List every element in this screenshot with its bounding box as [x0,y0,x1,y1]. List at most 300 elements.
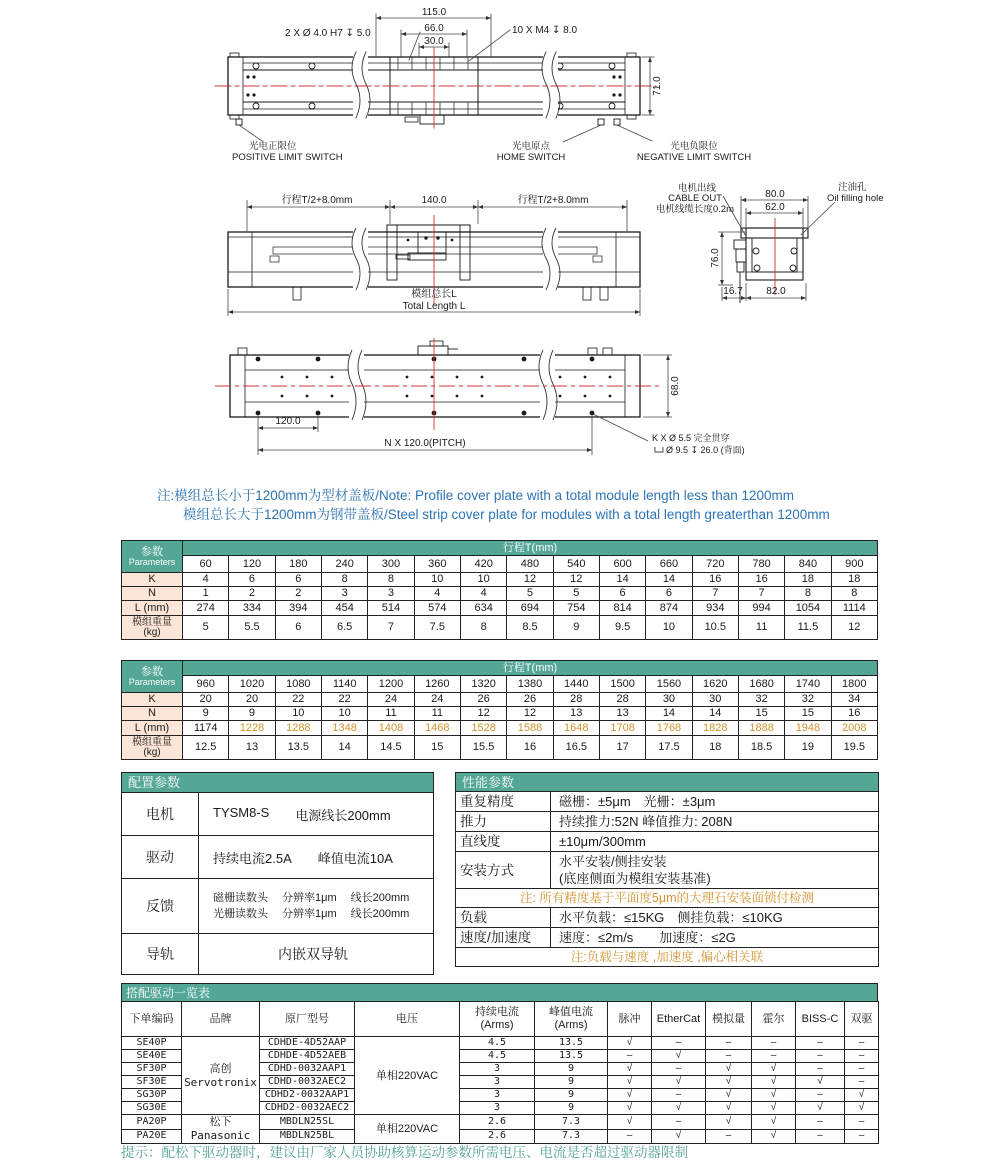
value-cell: 1648 [553,721,599,736]
config-row-content [199,836,434,879]
negative-limit-label-en: NEGATIVE LIMIT SWITCH [636,152,752,163]
value-cell: 32 [785,693,831,707]
flag-cell: √ [608,1037,652,1050]
value-cell: 5 [183,616,229,640]
table-row [122,736,878,760]
positive-limit-label-en: POSITIVE LIMIT SWITCH [232,152,343,163]
value-cell: 8 [460,616,506,640]
value-cell: 12 [831,616,877,640]
value-cell: 6 [229,573,275,587]
config-segment: 分辨率1μm [282,908,337,920]
flag-cell: √ [752,1102,796,1115]
config-row-label: 导轨 [122,934,199,975]
drive-col-header: EtherCat [652,1002,706,1037]
performance-row-content: 磁栅：±5μm 光栅：±3μm [551,792,879,812]
performance-row-label: 直线度 [456,832,551,852]
stroke-value-cell: 1380 [507,676,553,693]
flag-cell: √ [608,1089,652,1102]
config-row-label: 反馈 [122,879,199,934]
value-cell: 2 [229,587,275,601]
dim-115: 115.0 [421,7,447,18]
technical-drawings [0,0,1000,482]
config-row-content [199,934,434,975]
stroke-table [121,660,878,760]
continuous-current-cell: 3 [460,1076,535,1089]
value-cell: 1888 [738,721,784,736]
table-row [122,573,878,587]
flag-cell: – [608,1129,652,1144]
drive-col-header: 电压 [355,1002,460,1037]
value-cell: 12 [507,573,553,587]
order-code-cell: SE40E [122,1050,182,1063]
cross-section-drawing [656,181,884,303]
stroke-value-cell: 240 [321,556,367,573]
flag-cell: – [608,1050,652,1063]
cover-plate-note-line2: 模组总长大于1200mm为钢带盖板/Steel strip cover plate for modules with a total length greaterthan 1200mm [183,507,830,522]
drive-col-header: 双驱 [845,1002,879,1037]
table-row [122,616,878,640]
table-row [122,1115,879,1130]
flag-cell: √ [608,1115,652,1130]
flag-cell: – [845,1076,879,1089]
flag-cell: √ [752,1089,796,1102]
value-cell: 6 [646,587,692,601]
flag-cell: √ [796,1076,845,1089]
table-row [122,541,878,556]
value-cell: 8 [831,587,877,601]
value-cell: 9 [183,707,229,721]
stroke-value-cell: 1440 [553,676,599,693]
value-cell: 274 [183,601,229,616]
value-cell: 11 [368,707,414,721]
config-segment: TYSM8-S [213,804,270,820]
model-cell: MBDLN25SL [260,1115,355,1130]
peak-current-cell: 13.5 [535,1050,608,1063]
continuous-current-cell: 3 [460,1089,535,1102]
continuous-current-cell: 2.6 [460,1129,535,1144]
value-cell: 1288 [275,721,321,736]
performance-row-content: ±10μm/300mm [551,832,879,852]
value-cell: 1588 [507,721,553,736]
value-cell: 13.5 [275,736,321,760]
peak-current-cell: 7.3 [535,1115,608,1130]
performance-row-content: 速度：≤2m/s 加速度：≤2G [551,928,879,948]
voltage-cell: 单相220VAC [355,1037,460,1115]
value-cell: 16 [831,707,877,721]
stroke-value-cell: 600 [599,556,645,573]
value-cell: 3 [321,587,367,601]
flag-cell: – [845,1050,879,1063]
table-row [122,793,434,836]
config-parameters-table [121,772,434,975]
table-row [122,676,878,693]
table-row [122,587,878,601]
dim-16-7: 16.7 [723,286,743,297]
dim-68: 68.0 [670,376,681,396]
flag-cell: √ [796,1102,845,1115]
performance-row-label: 速度/加速度 [456,928,551,948]
model-cell: CDHDE-4D52AAP [260,1037,355,1050]
side-view-drawing [228,193,640,316]
value-cell: 10 [321,707,367,721]
table-row [122,556,878,573]
stroke-value-cell: 1020 [229,676,275,693]
value-cell: 9 [553,616,599,640]
drive-col-header: 原厂型号 [260,1002,355,1037]
value-cell: 26 [460,693,506,707]
flag-cell: – [706,1037,752,1050]
flag-cell: – [796,1037,845,1050]
value-cell: 10 [460,573,506,587]
peak-current-cell: 9 [535,1063,608,1076]
holes-left-label: 2 X Ø 4.0 H7 ↧ 5.0 [285,28,371,39]
flag-cell: – [845,1063,879,1076]
value-cell: 6.5 [321,616,367,640]
stroke-value-cell: 1140 [321,676,367,693]
value-cell: 16 [738,573,784,587]
row-label-cell: 模组重量 (kg) [122,736,183,760]
flag-cell: – [752,1050,796,1063]
table-row [456,832,879,852]
oil-hole-label-en: Oil filling hole [827,193,884,204]
performance-note: 注:负载与速度 ,加速度 ,偏心相关联 [456,948,879,967]
drive-table [121,1001,879,1144]
flag-cell: – [796,1050,845,1063]
flag-cell: √ [652,1050,706,1063]
row-label-cell: L (mm) [122,721,183,736]
table-row [456,792,879,812]
stroke-value-cell: 780 [738,556,784,573]
value-cell: 10.5 [692,616,738,640]
value-cell: 18 [831,573,877,587]
value-cell: 13 [599,707,645,721]
continuous-current-cell: 2.6 [460,1115,535,1130]
drive-table-title: 搭配驱动一览表 [121,983,878,1001]
value-cell: 30 [692,693,738,707]
dim-30: 30.0 [424,36,444,47]
value-cell: 24 [368,693,414,707]
value-cell: 2 [275,587,321,601]
value-cell: 12 [507,707,553,721]
flag-cell: √ [652,1102,706,1115]
order-code-cell: SF30P [122,1063,182,1076]
row-label-cell: N [122,707,183,721]
table-row [122,707,878,721]
table-row [122,879,434,934]
continuous-current-cell: 4.5 [460,1050,535,1063]
config-segment: 持续电流2.5A [213,850,292,866]
home-switch-label-en: HOME SWITCH [496,152,566,163]
value-cell: 26 [507,693,553,707]
stroke-table-2 [121,660,878,760]
negative-limit-label-cn: 光电负限位 [670,141,718,152]
home-switch-label-cn: 光电原点 [511,141,551,152]
config-segment: 线长200mm [350,908,410,920]
drive-col-header: 霍尔 [752,1002,796,1037]
value-cell: 8.5 [507,616,553,640]
row-label-cell: 模组重量 (kg) [122,616,183,640]
value-cell: 1174 [183,721,229,736]
value-cell: 13 [553,707,599,721]
dim-62: 62.0 [765,202,785,213]
stroke-value-cell: 1320 [460,676,506,693]
peak-current-cell: 9 [535,1076,608,1089]
drive-col-header: 品牌 [182,1002,260,1037]
config-row-label: 驱动 [122,836,199,879]
value-cell: 11 [414,707,460,721]
value-cell: 5 [553,587,599,601]
through-hole-note-2: Ø 9.5 ↧ 26.0 (背面) [666,445,745,455]
value-cell: 15 [414,736,460,760]
total-length-label-en: Total Length L [402,301,466,312]
drive-matching-table [121,983,878,1144]
model-cell: CDHD-0032AEC2 [260,1076,355,1089]
stroke-value-cell: 420 [460,556,506,573]
flag-cell: √ [706,1115,752,1130]
performance-row-content: 持续推力:52N 峰值推力: 208N [551,812,879,832]
dim-82: 82.0 [766,286,786,297]
performance-row-label: 安装方式 [456,852,551,889]
value-cell: 14 [646,573,692,587]
performance-table [455,791,879,967]
flag-cell: – [845,1129,879,1144]
holes-right-label: 10 X M4 ↧ 8.0 [512,25,578,36]
flag-cell: – [652,1037,706,1050]
value-cell: 5 [507,587,553,601]
positive-limit-label-cn: 光电正限位 [249,141,297,152]
stroke-value-cell: 1740 [785,676,831,693]
value-cell: 19 [785,736,831,760]
flag-cell: √ [706,1076,752,1089]
drive-col-header: BISS-C [796,1002,845,1037]
table-row [456,908,879,928]
table-row [456,948,879,967]
stroke-value-cell: 720 [692,556,738,573]
value-cell: 9 [229,707,275,721]
stroke-value-cell: 1200 [368,676,414,693]
stroke-table-1 [121,540,878,640]
performance-row-label: 重复精度 [456,792,551,812]
value-cell: 814 [599,601,645,616]
stroke-value-cell: 1560 [646,676,692,693]
stroke-table [121,540,878,640]
value-cell: 22 [321,693,367,707]
table-row [122,661,878,676]
oil-hole-label-cn: 注油孔 [838,182,867,193]
drive-col-header: 脉冲 [608,1002,652,1037]
value-cell: 754 [553,601,599,616]
stroke-value-cell: 1080 [275,676,321,693]
param-header-cell: 参数 Parameters [122,541,183,573]
stroke-value-cell: 840 [785,556,831,573]
value-cell: 18 [785,573,831,587]
value-cell: 6 [599,587,645,601]
value-cell: 6 [275,616,321,640]
value-cell: 10 [646,616,692,640]
value-cell: 874 [646,601,692,616]
value-cell: 934 [692,601,738,616]
config-table [121,792,434,975]
value-cell: 17 [599,736,645,760]
flag-cell: – [796,1089,845,1102]
value-cell: 16 [507,736,553,760]
order-code-cell: SG30P [122,1089,182,1102]
config-row-content [199,793,434,836]
order-code-cell: SF30E [122,1076,182,1089]
continuous-current-cell: 3 [460,1102,535,1115]
value-cell: 11 [738,616,784,640]
value-cell: 7.5 [414,616,460,640]
value-cell: 1768 [646,721,692,736]
value-cell: 15.5 [460,736,506,760]
stroke-value-cell: 1800 [831,676,877,693]
value-cell: 1708 [599,721,645,736]
model-cell: MBDLN25BL [260,1129,355,1144]
stroke-value-cell: 960 [183,676,229,693]
peak-current-cell: 7.3 [535,1129,608,1144]
stroke-header-cell: 行程T(mm) [183,541,878,556]
value-cell: 394 [275,601,321,616]
performance-parameters-table [455,772,879,967]
value-cell: 8 [321,573,367,587]
value-cell: 454 [321,601,367,616]
value-cell: 634 [460,601,506,616]
value-cell: 14 [599,573,645,587]
stroke-value-cell: 180 [275,556,321,573]
dim-140: 140.0 [421,195,447,206]
value-cell: 1228 [229,721,275,736]
stroke-value-cell: 480 [507,556,553,573]
value-cell: 12 [460,707,506,721]
flag-cell: √ [706,1089,752,1102]
stroke-header-cell: 行程T(mm) [183,661,878,676]
config-row-label: 电机 [122,793,199,836]
stroke-value-cell: 60 [183,556,229,573]
value-cell: 8 [785,587,831,601]
row-label-cell: K [122,573,183,587]
flag-cell: – [652,1089,706,1102]
value-cell: 16 [692,573,738,587]
row-label-cell: K [122,693,183,707]
brand-cell: 高创 Servotronix [182,1037,260,1115]
value-cell: 1828 [692,721,738,736]
order-code-cell: PA20P [122,1115,182,1130]
flag-cell: – [706,1129,752,1144]
cable-out-label-cn: 电机出线 [677,183,716,194]
stroke-value-cell: 300 [368,556,414,573]
value-cell: 7 [738,587,784,601]
order-code-cell: PA20E [122,1129,182,1144]
config-table-title: 配置参数 [121,772,434,792]
value-cell: 574 [414,601,460,616]
flag-cell: √ [608,1076,652,1089]
value-cell: 7 [692,587,738,601]
cable-out-label-en: CABLE OUT [668,193,722,204]
table-row [456,812,879,832]
config-segment: 磁栅读数头 [213,892,268,904]
continuous-current-cell: 3 [460,1063,535,1076]
value-cell: 20 [229,693,275,707]
value-cell: 4 [183,573,229,587]
stroke-value-cell: 540 [553,556,599,573]
model-cell: CDHD-0032AAP1 [260,1063,355,1076]
peak-current-cell: 13.5 [535,1037,608,1050]
value-cell: 19.5 [831,736,877,760]
flag-cell: √ [845,1102,879,1115]
value-cell: 34 [831,693,877,707]
flag-cell: – [752,1037,796,1050]
continuous-current-cell: 4.5 [460,1037,535,1050]
model-cell: CDHD2-0032AAP1 [260,1089,355,1102]
value-cell: 1408 [368,721,414,736]
table-row [456,928,879,948]
value-cell: 30 [646,693,692,707]
value-cell: 6 [275,573,321,587]
table-header-row [122,1002,879,1037]
dim-66: 66.0 [424,23,444,34]
config-segment: 线长200mm [350,892,410,904]
flag-cell: – [652,1063,706,1076]
param-header-cell: 参数 Parameters [122,661,183,693]
dim-80: 80.0 [765,189,785,200]
value-cell: 14 [646,707,692,721]
drive-col-header: 下单编码 [122,1002,182,1037]
drive-col-header: 持续电流 (Arms) [460,1002,535,1037]
value-cell: 9.5 [599,616,645,640]
value-cell: 1114 [831,601,877,616]
value-cell: 10 [414,573,460,587]
stroke-value-cell: 120 [229,556,275,573]
performance-row-label: 推力 [456,812,551,832]
performance-row-content: 水平安装/侧挂安装 (底座侧面为模组安装基准) [551,852,879,889]
flag-cell: – [796,1115,845,1130]
value-cell: 514 [368,601,414,616]
model-cell: CDHDE-4D52AEB [260,1050,355,1063]
performance-row-label: 负载 [456,908,551,928]
dim-120: 120.0 [275,416,301,427]
value-cell: 13 [229,736,275,760]
value-cell: 14 [692,707,738,721]
value-cell: 1054 [785,601,831,616]
value-cell: 14 [321,736,367,760]
value-cell: 2008 [831,721,877,736]
value-cell: 7 [368,616,414,640]
value-cell: 28 [553,693,599,707]
value-cell: 12.5 [183,736,229,760]
flag-cell: – [845,1115,879,1130]
value-cell: 20 [183,693,229,707]
config-segment: 峰值电流10A [317,850,393,866]
table-row [122,934,434,975]
flag-cell: – [796,1129,845,1144]
order-code-cell: SG30E [122,1102,182,1115]
stroke-value-cell: 1680 [738,676,784,693]
flag-cell: √ [652,1129,706,1144]
voltage-cell: 单相220VAC [355,1115,460,1144]
config-segment: 内嵌双导轨 [278,946,348,962]
stroke-value-cell: 900 [831,556,877,573]
dim-71: 71.0 [652,76,663,96]
value-cell: 8 [368,573,414,587]
row-label-cell: N [122,587,183,601]
bottom-view-drawing [215,338,745,455]
dim-pitch: N X 120.0(PITCH) [384,438,466,449]
dim-stroke-right: 行程T/2+8.0mm [517,195,589,206]
flag-cell: √ [608,1063,652,1076]
value-cell: 4 [414,587,460,601]
drive-col-header: 模拟量 [706,1002,752,1037]
stroke-value-cell: 660 [646,556,692,573]
